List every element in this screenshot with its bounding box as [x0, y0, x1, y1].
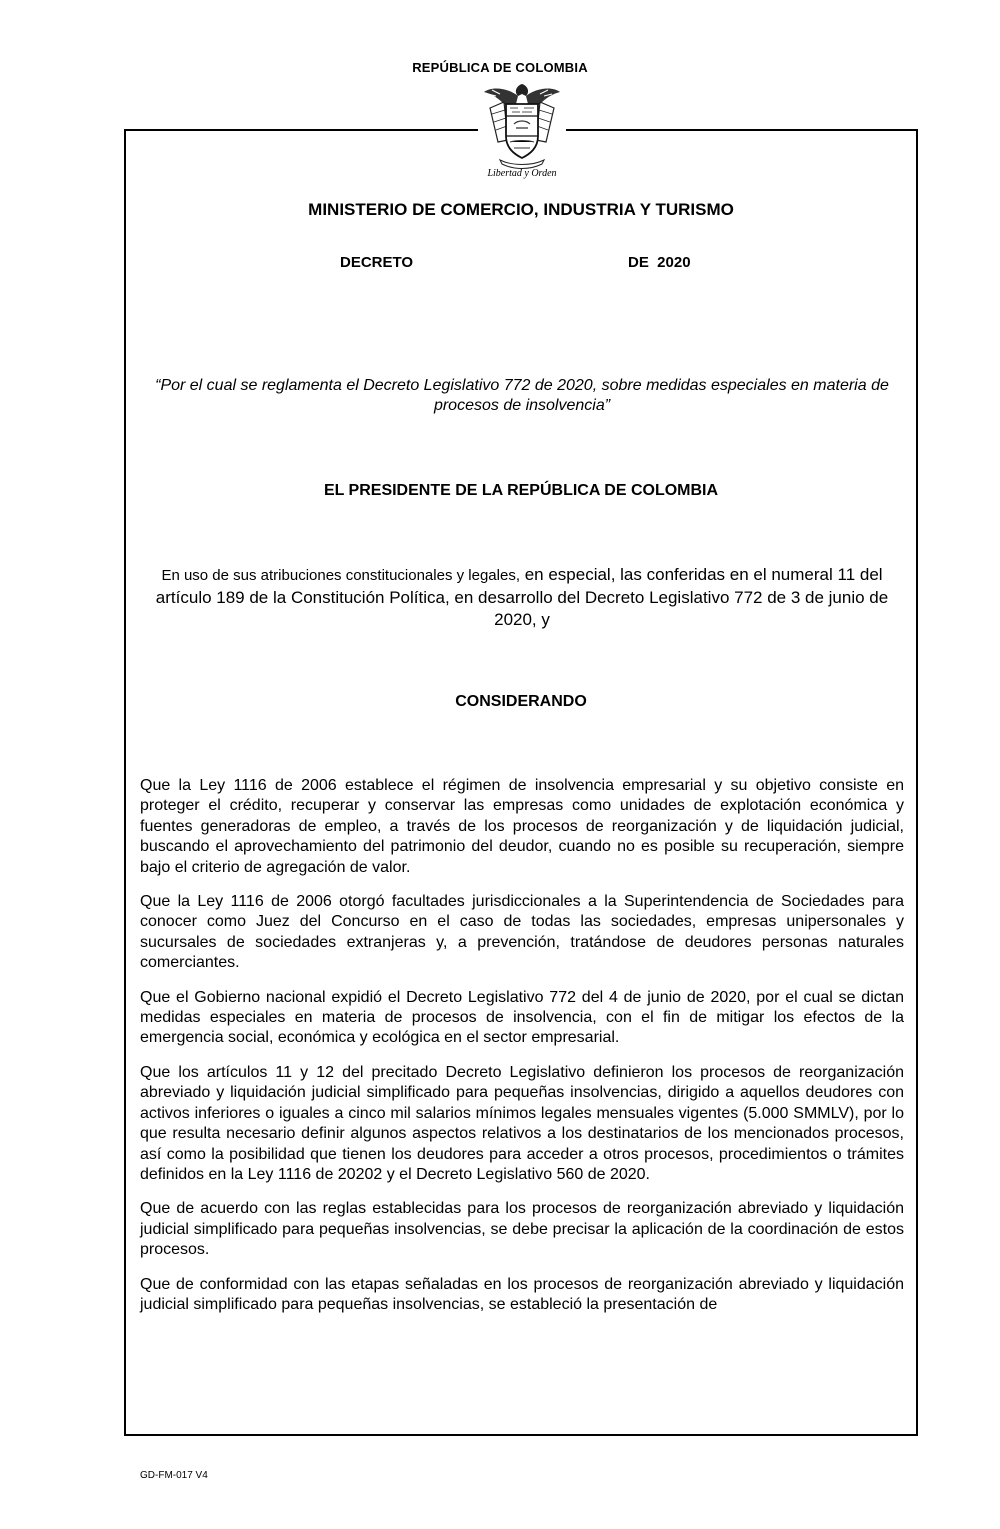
consideration-paragraph: Que la Ley 1116 de 2006 otorgó facultades jurisdiccionales a la Superintendencia de Sociedades para conocer como Juez del Concurso en el caso de todas las sociedades, empresas unipersonales y sucursales de sociedades extranjeras y, a prevención, tratándose de deudores personas naturales comerciantes. [140, 893, 904, 972]
consideration-paragraph: Que los artículos 11 y 12 del precitado Decreto Legislativo definieron los procesos de reorganización abreviado y liquidación judicial simplificado para pequeñas insolvencias, dirigido a aquellos deudores con activos inferiores o iguales a cinco mil salarios mínimos legales mensuales vigentes (5.000 SMMLV), por lo que resulta necesario definir algunos aspectos relativos a los destinatarios de los mencionados procesos, así como la posibilidad que tienen los deudores para acceder a otros procesos, procedimientos o trámites definidos en la Ley 1116 de 20202 y el Decreto Legislativo 560 de 2020. [140, 1063, 904, 1183]
decree-label: DECRETO [340, 254, 414, 271]
form-code: GD-FM-017 V4 [140, 1470, 208, 1481]
attributions-rest: en especial, las conferidas en el numeral 11 del artículo 189 de la Constitución Política, en desarrollo del Decreto Legislativo 772 de 3 de junio de 2020, y [155, 565, 889, 629]
attributions-lead: En uso de sus atribuciones constitucionales y legales, [161, 567, 520, 584]
ministry-heading: MINISTERIO DE COMERCIO, INDUSTRIA Y TURISMO [308, 200, 734, 219]
consideration-paragraph: Que la Ley 1116 de 2006 establece el régimen de insolvencia empresarial y su objetivo consiste en proteger el crédito, recuperar y conservar las empresas como unidades de explotación económica y fuentes generadoras de empleo, a través de los procesos de reorganización y de liquidación judicial, buscando el aprovechamiento del patrimonio del deudor, cuando no es posible su recuperación, siempre bajo el criterio de agregación de valor. [140, 777, 904, 876]
coat-of-arms-motto: Libertad y Orden [487, 168, 557, 179]
header-country: REPÚBLICA DE COLOMBIA [412, 60, 588, 75]
consideration-paragraph: Que de conformidad con las etapas señaladas en los procesos de reorganización abreviado y liquidación judicial simplificado para pequeñas insolvencias, se estableció la presentación de [140, 1275, 904, 1313]
considering-heading: CONSIDERANDO [455, 693, 587, 710]
attributions-paragraph [150, 564, 894, 631]
president-heading: EL PRESIDENTE DE LA REPÚBLICA DE COLOMBIA [323, 482, 719, 499]
consideration-paragraph: Que el Gobierno nacional expidió el Decreto Legislativo 772 del 4 de junio de 2020, por el cual se dictan medidas especiales en materia de procesos de insolvencia, con el fin de mitigar los efectos de la emergencia social, económica y ecológica en el sector empresarial. [140, 988, 904, 1047]
decree-title-quote: “Por el cual se reglamenta el Decreto Legislativo 772 de 2020, sobre medidas especiales en materia de procesos de insolvencia” [155, 377, 889, 414]
considerations-body [140, 776, 904, 1329]
decree-year: DE 2020 [628, 254, 691, 271]
consideration-paragraph: Que de acuerdo con las reglas establecidas para los procesos de reorganización abreviado y liquidación judicial simplificado para pequeñas insolvencias, se debe precisar la aplicación de la coordinación de estos procesos. [140, 1200, 904, 1259]
